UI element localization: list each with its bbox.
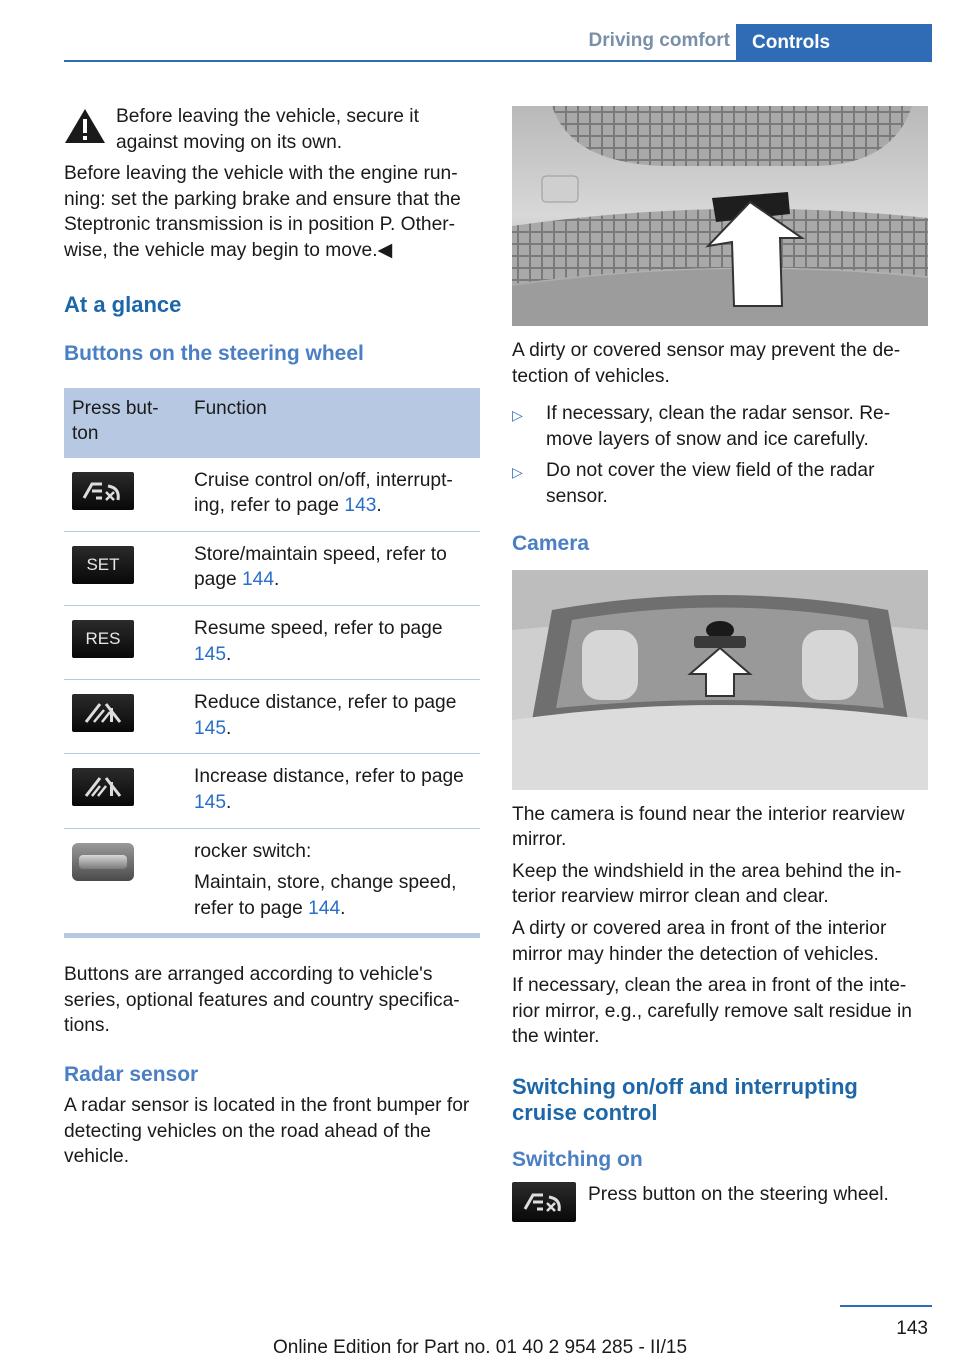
increase-distance-icon [72, 768, 134, 806]
reduce-distance-icon [72, 694, 134, 732]
radar-text: A radar sensor is located in the front bumper for detecting vehicles on the road ahead of the vehicle. [64, 1095, 470, 1168]
table-row [64, 605, 480, 679]
bullet-marker-icon: ▷ [512, 464, 523, 481]
list-item: ▷ If necessary, clean the radar sensor. Re-move layers of snow and ice carefully. [512, 401, 928, 452]
col-header-press-button: Press but-ton [64, 388, 186, 458]
header-rule [64, 60, 932, 62]
cruise-control-icon [72, 472, 134, 510]
table-row [64, 458, 480, 532]
buttons-table [64, 388, 480, 939]
page-link-144[interactable]: 144 [308, 897, 341, 919]
table-row [64, 754, 480, 828]
switching-on-row [512, 1182, 928, 1222]
camera-text-2: Keep the windshield in the area behind the in-terior rearview mirror clean and clear. [512, 860, 902, 908]
header-section: Driving comfort [588, 30, 730, 51]
function-cell: Increase distance, refer to page 145. [186, 754, 480, 828]
footer-edition: Online Edition for Part no. 01 40 2 954 285 - II/15 [272, 1337, 688, 1358]
page-link-145[interactable]: 145 [194, 791, 227, 813]
page-link-145[interactable]: 145 [194, 643, 227, 665]
header-tab: Controls [736, 24, 932, 62]
heading-radar-sensor: Radar sensor [64, 1063, 199, 1087]
function-cell: Resume speed, refer to page 145. [186, 605, 480, 679]
heading-switching-on: Switching on [512, 1147, 643, 1171]
radar-caption: A dirty or covered sensor may prevent the de-tection of vehicles. [512, 340, 901, 387]
function-text: Reduce distance, refer to page [194, 692, 457, 714]
table-row [64, 680, 480, 754]
rocker-label: rocker switch: [194, 840, 312, 862]
right-column [512, 100, 928, 1222]
function-text: Cruise control on/off, interrupt-ing, refer to page [194, 469, 453, 517]
col-header-function: Function [186, 388, 480, 458]
table-header-row [64, 388, 480, 458]
radar-bullet-list [512, 401, 928, 509]
page-link-143[interactable]: 143 [344, 495, 377, 517]
function-text: Resume speed, refer to page [194, 617, 443, 639]
warning-text: Before leaving the vehicle, secure it against moving on its own. [116, 106, 419, 153]
res-button-icon: RES [72, 620, 134, 658]
table-row [64, 828, 480, 936]
function-cell: Store/maintain speed, refer to page 144. [186, 531, 480, 605]
list-item: ▷ Do not cover the view field of the radar sensor. [512, 458, 928, 509]
camera-text-4: If necessary, clean the area in front of the inte-rior mirror, e.g., carefully remove salt residue in the winter. [512, 975, 912, 1048]
heading-switching: Switching on/off and interrupting cruise control [512, 1073, 858, 1125]
rocker-switch-icon [72, 843, 134, 881]
radar-sensor-photo [512, 106, 928, 326]
warning-block [64, 100, 480, 155]
heading-at-a-glance: At a glance [64, 291, 182, 317]
set-button-icon: SET [72, 546, 134, 584]
bullet-marker-icon: ▷ [512, 407, 523, 424]
switching-on-text: Press button on the steering wheel. [588, 1183, 889, 1205]
page-link-144[interactable]: 144 [242, 569, 275, 591]
function-text: Store/maintain speed, refer to page [194, 543, 447, 591]
left-column [64, 100, 480, 1170]
page-number: 143 [896, 1318, 928, 1339]
function-cell: rocker switch: Maintain, store, change speed, refer to page 144. [186, 828, 480, 936]
footer-rule [840, 1305, 932, 1307]
camera-photo [512, 570, 928, 790]
warning-icon [64, 108, 106, 144]
warning-body: Before leaving the vehicle with the engine run-ning: set the parking brake and ensure that the Steptronic transmission is in position P. Other-wise, the vehicle may begin to move.◀ [64, 163, 461, 261]
camera-text-3: A dirty or covered area in front of the interior mirror may hinder the detection of vehicles. [512, 917, 887, 965]
table-row [64, 531, 480, 605]
function-text: Maintain, store, change speed, refer to page [194, 872, 457, 919]
heading-buttons-steering-wheel: Buttons on the steering wheel [64, 341, 364, 365]
function-cell: Reduce distance, refer to page 145. [186, 680, 480, 754]
function-cell: Cruise control on/off, interrupt-ing, refer to page 143. [186, 458, 480, 532]
page-link-145[interactable]: 145 [194, 717, 227, 739]
cruise-control-icon [512, 1182, 576, 1222]
heading-camera: Camera [512, 531, 590, 555]
camera-text-1: The camera is found near the interior rearview mirror. [512, 803, 905, 851]
buttons-note: Buttons are arranged according to vehicle's series, optional features and country specifica-tions. [64, 964, 460, 1037]
function-text: Increase distance, refer to page [194, 766, 464, 788]
